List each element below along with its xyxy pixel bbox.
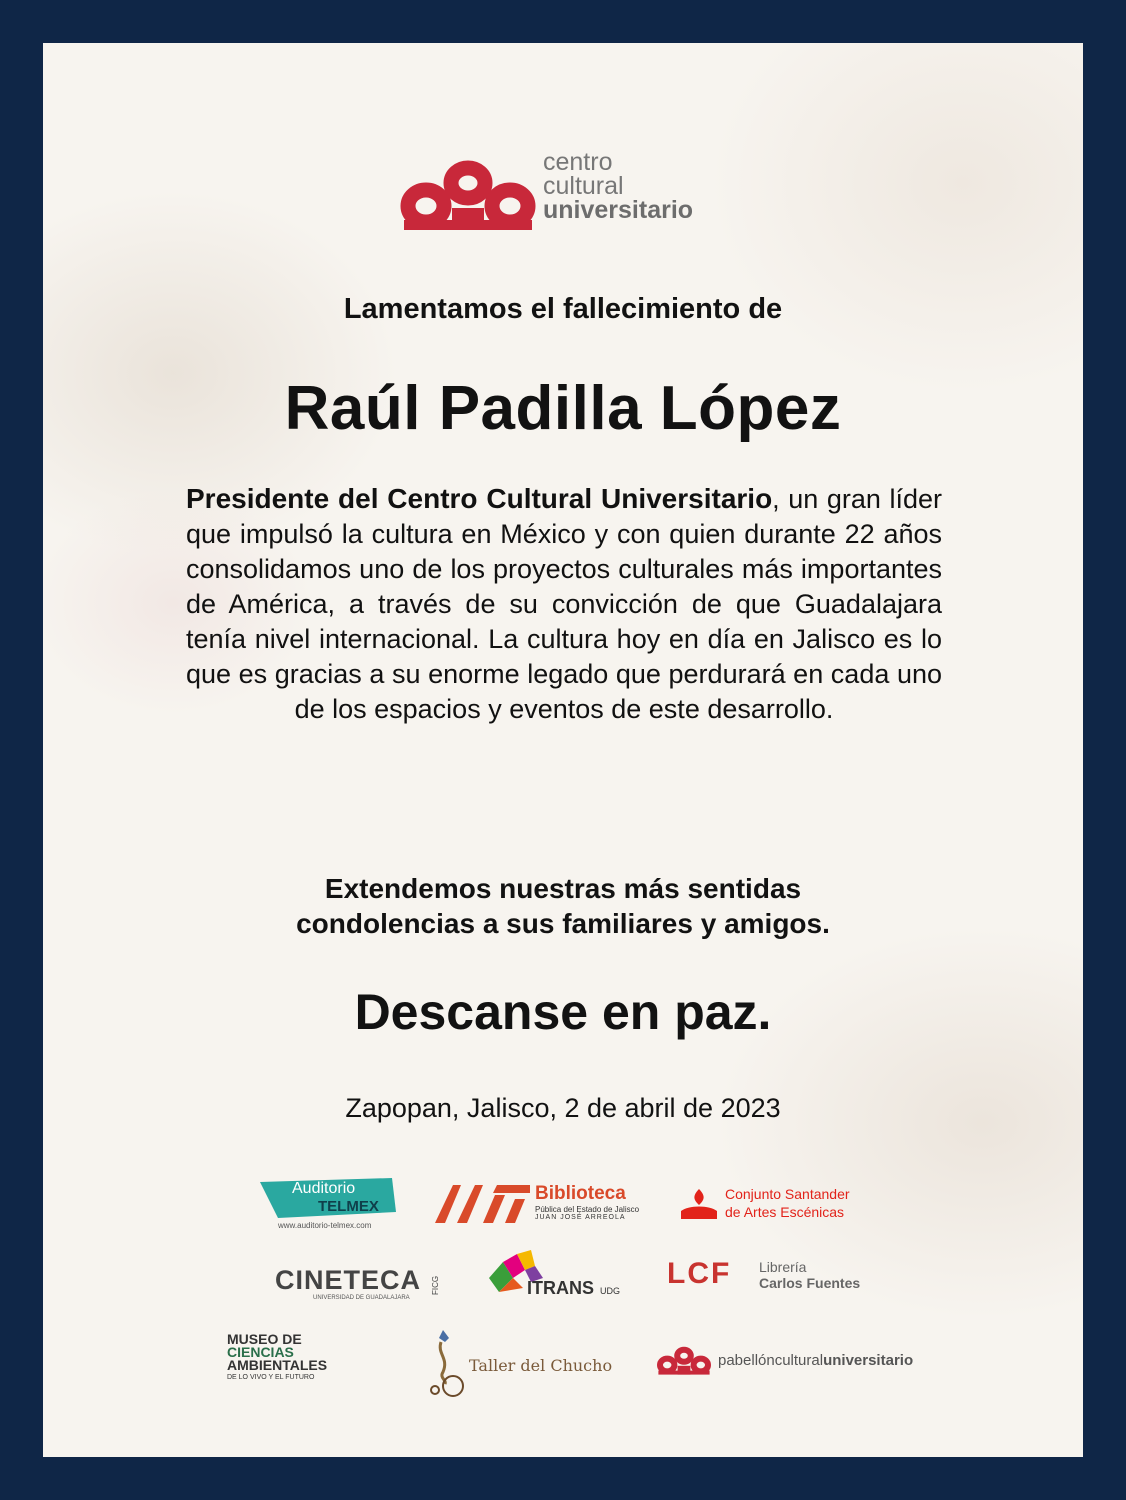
role-title: Presidente del Centro Cultural Universitario (186, 483, 773, 514)
biblioteca-shape-icon (435, 1185, 530, 1223)
ccu-logo-text (543, 150, 693, 222)
obituary-card (43, 43, 1083, 1457)
auditorio-label: Auditorio (292, 1180, 356, 1197)
santander-logo (679, 1185, 889, 1225)
telmex-label: TELMEX (318, 1198, 379, 1215)
ccu-logo-icon (398, 156, 538, 236)
biblioteca-logo (435, 1183, 655, 1225)
museo-line3: AMBIENTALES (227, 1357, 328, 1373)
taller-del-chucho-logo (423, 1328, 623, 1398)
role-comma: , (772, 484, 780, 514)
biblioteca-title: Biblioteca (535, 1183, 626, 1204)
logo-line-cultural: cultural (543, 172, 624, 200)
itrans-logo (483, 1248, 643, 1304)
santander-line2: de Artes Escénicas (725, 1204, 845, 1220)
lcf-line1: Librería (759, 1259, 807, 1275)
pabellon-text (718, 1352, 913, 1369)
taller-name: Taller del Chucho (469, 1356, 613, 1375)
intro-heading: Lamentamos el fallecimiento de (343, 293, 783, 325)
chucho-figure-icon (423, 1328, 467, 1398)
pabellon-part1: pabellón (718, 1352, 775, 1369)
logo-line-centro: centro (543, 148, 613, 176)
museo-ciencias-logo (227, 1333, 377, 1393)
place-date: Zapopan, Jalisco, 2 de abril de 2023 (345, 1093, 781, 1123)
condolences-line-2: condolencias a sus familiares y amigos. (296, 908, 830, 939)
cineteca-logo (275, 1265, 455, 1305)
santander-line1: Conjunto Santander (725, 1186, 850, 1202)
condolences-message (43, 871, 1083, 941)
ccu-logo (398, 148, 738, 238)
tribute-paragraph (186, 481, 942, 727)
condolences-line-1: Extendemos nuestras más sentidas (324, 873, 802, 904)
cineteca-ficg: FICG (431, 1275, 440, 1295)
pabellon-logo-icon (656, 1345, 712, 1377)
museo-line1: MUSEO DE (227, 1331, 302, 1347)
biblioteca-sub1: Pública del Estado de Jalisco (535, 1205, 640, 1214)
logo-line-universitario: universitario (543, 196, 694, 224)
pabellon-part3: universitario (823, 1352, 914, 1369)
cineteca-name: CINETECA (275, 1265, 422, 1295)
pabellon-cultural-logo (656, 1343, 936, 1383)
cineteca-sub: UNIVERSIDAD DE GUADALAJARA (313, 1295, 410, 1301)
rest-in-peace: Descanse en paz. (354, 984, 772, 1040)
itrans-name: ITRANS (527, 1278, 594, 1298)
auditorio-telmex-logo (258, 1176, 398, 1232)
deceased-name: Raúl Padilla López (284, 374, 842, 443)
pabellon-part2: cultural (774, 1352, 824, 1369)
museo-line2: CIENCIAS (227, 1344, 294, 1360)
lcf-line2: Carlos Fuentes (759, 1275, 861, 1291)
itrans-sub: UDG (600, 1286, 620, 1296)
santander-flame-icon (679, 1187, 719, 1221)
libreria-carlos-fuentes-logo (667, 1257, 867, 1297)
auditorio-url: www.auditorio-telmex.com (278, 1221, 372, 1230)
tribute-body: un gran líder que impulsó la cultura en México y con quien durante 22 años consolidamos uno de los proyectos culturales más importantes de América, a través de su convicción de que Guadalajara tenía nivel internacional. La cultura hoy en día en Jalisco es lo que es gracias a su enorme legado que perdurará en cada uno de los espacios y eventos de este desarrollo. (186, 484, 942, 724)
biblioteca-sub2: JUAN JOSÉ ARREOLA (535, 1214, 626, 1221)
lcf-mark: LCF (667, 1257, 732, 1290)
museo-line4: DE LO VIVO Y EL FUTURO (227, 1374, 315, 1381)
